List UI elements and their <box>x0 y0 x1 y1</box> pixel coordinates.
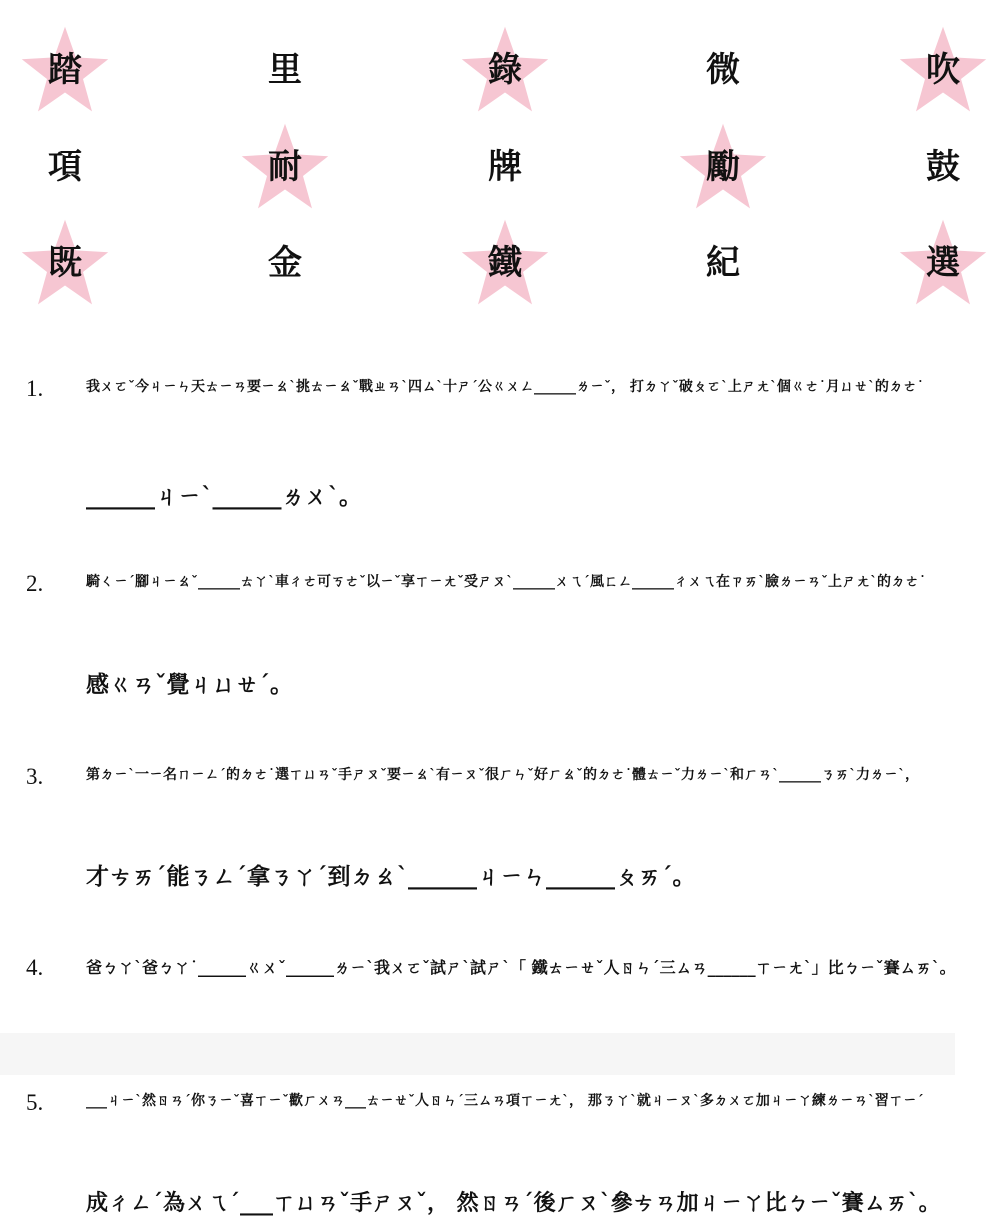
word-card[interactable] <box>678 25 768 115</box>
question-number: 5. <box>26 1090 44 1115</box>
word-card[interactable] <box>460 25 550 115</box>
question-line[interactable]: ______ㄐㄧˋ______ㄌㄨˋ。 <box>86 483 362 510</box>
question-number: 3. <box>26 764 44 789</box>
word-char: 鐵 <box>488 243 522 283</box>
question-number: 4. <box>26 955 44 980</box>
word-char: 鼓 <box>926 147 960 187</box>
word-card[interactable] <box>240 25 330 115</box>
word-char: 耐 <box>268 147 302 187</box>
word-card[interactable] <box>20 218 110 308</box>
word-bank <box>0 0 1000 320</box>
word-card[interactable] <box>678 218 768 308</box>
word-card[interactable] <box>240 218 330 308</box>
question-line[interactable]: 才ㄘㄞˊ能ㄋㄥˊ拿ㄋㄚˊ到ㄉㄠˋ______ㄐㄧㄣ______ㄆㄞˊ。 <box>86 863 696 890</box>
word-char: 錄 <box>488 50 522 90</box>
question-line[interactable]: 感ㄍㄢˇ覺ㄐㄩㄝˊ。 <box>86 671 293 698</box>
word-char: 吹 <box>926 50 960 90</box>
word-card[interactable] <box>460 122 550 212</box>
word-card[interactable] <box>678 122 768 212</box>
word-char: 金 <box>268 243 302 283</box>
word-card[interactable] <box>20 122 110 212</box>
word-char: 既 <box>48 243 82 283</box>
question-number: 1. <box>26 376 44 401</box>
word-card[interactable] <box>20 25 110 115</box>
word-char: 微 <box>706 50 740 90</box>
word-char: 項 <box>48 147 82 187</box>
word-char: 踏 <box>48 50 82 90</box>
word-card[interactable] <box>460 218 550 308</box>
word-card[interactable] <box>898 122 988 212</box>
word-card[interactable] <box>240 122 330 212</box>
question-line[interactable]: 爸ㄅㄚˋ爸ㄅㄚ˙______ㄍㄨˇ______ㄌㄧˋ我ㄨㄛˇ試ㄕˋ試ㄕˋ「 鐵ㄊㄧㄝˇ人ㄖㄣˊ三ㄙㄢ______ㄒㄧㄤˋ」比ㄅㄧˇ賽ㄙㄞˋ。 <box>86 958 956 977</box>
word-card[interactable] <box>898 25 988 115</box>
separator-band <box>0 1033 955 1075</box>
word-card[interactable] <box>898 218 988 308</box>
word-char: 紀 <box>706 243 740 283</box>
word-char: 牌 <box>488 147 522 187</box>
question-line[interactable]: 第ㄉㄧˋ一ㄧ名ㄇㄧㄥˊ的ㄉㄜ˙選ㄒㄩㄢˇ手ㄕㄡˇ要ㄧㄠˋ有ㄧㄡˇ很ㄏㄣˇ好ㄏㄠˇ的ㄉㄜ˙體ㄊㄧˇ力ㄌㄧˋ和ㄏㄢˋ______ㄋㄞˋ力ㄌㄧˋ， <box>86 767 919 783</box>
question-line[interactable]: ___ㄐㄧˋ然ㄖㄢˊ你ㄋㄧˇ喜ㄒㄧˇ歡ㄏㄨㄢ___ㄊㄧㄝˇ人ㄖㄣˊ三ㄙㄢ項ㄒㄧㄤˋ， 那ㄋㄚˋ就ㄐㄧㄡˋ多ㄉㄨㄛ加ㄐㄧㄚ練ㄌㄧㄢˋ習ㄒㄧˊ <box>86 1093 924 1109</box>
question-line[interactable]: 成ㄔㄥˊ為ㄨㄟˊ___ㄒㄩㄢˇ手ㄕㄡˇ， 然ㄖㄢˊ後ㄏㄡˋ參ㄘㄢ加ㄐㄧㄚ比ㄅㄧˇ賽ㄙㄞˋ。 <box>86 1190 941 1216</box>
word-char: 勵 <box>706 147 740 187</box>
question-line[interactable]: 我ㄨㄛˇ今ㄐㄧㄣ天ㄊㄧㄢ要ㄧㄠˋ挑ㄊㄧㄠˇ戰ㄓㄢˋ四ㄙˋ十ㄕˊ公ㄍㄨㄥ______ㄌㄧˇ， 打ㄉㄚˇ破ㄆㄛˋ上ㄕㄤˋ個ㄍㄜ˙月ㄩㄝˋ的ㄉㄜ˙ <box>86 379 924 395</box>
word-char: 選 <box>926 243 960 283</box>
word-char: 里 <box>268 50 302 90</box>
question-number: 2. <box>26 571 44 596</box>
question-line[interactable]: 騎ㄑㄧˊ腳ㄐㄧㄠˇ______ㄊㄚˋ車ㄔㄜ可ㄎㄜˇ以ㄧˇ享ㄒㄧㄤˇ受ㄕㄡˋ______ㄨㄟˊ風ㄈㄥ______ㄔㄨㄟ在ㄗㄞˋ臉ㄌㄧㄢˇ上ㄕㄤˋ的ㄉㄜ˙ <box>86 574 926 590</box>
